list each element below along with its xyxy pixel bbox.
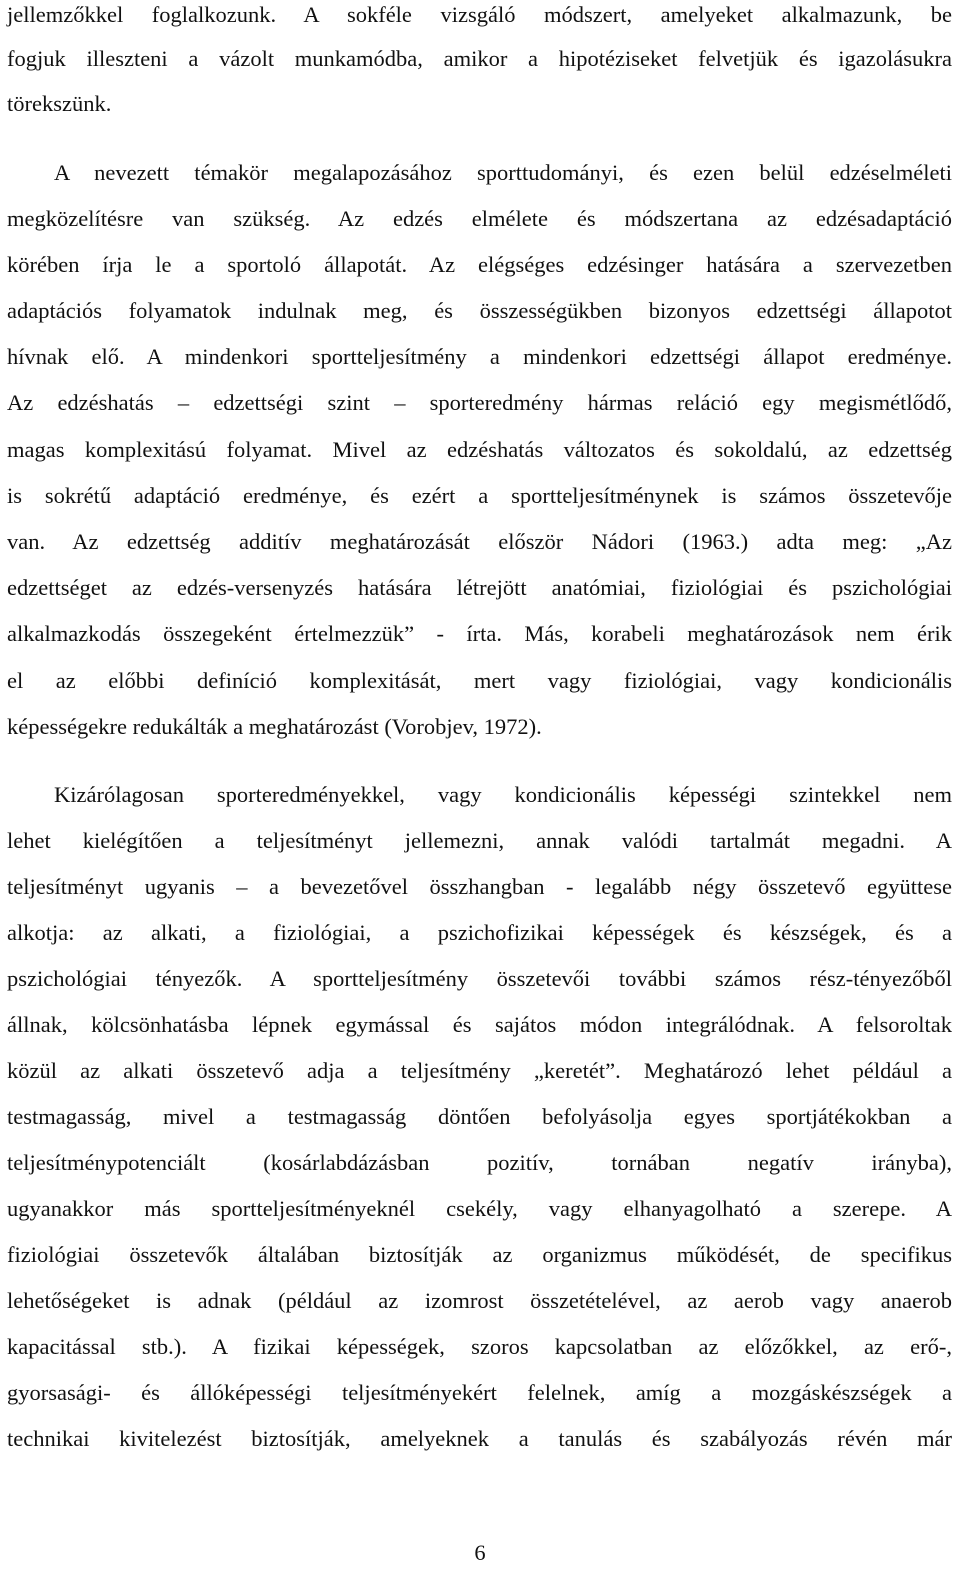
text-line: el az előbbi definíció komplexitását, mert vagy fiziológiai, vagy kondicionális bbox=[7, 668, 952, 693]
text-line: fogjuk illeszteni a vázolt munkamódba, amikor a hipotéziseket felvetjük és igazolásukra bbox=[7, 46, 952, 71]
text-line: teljesítményt ugyanis – a bevezetővel összhangban - legalább négy összetevő együttese bbox=[7, 874, 952, 899]
text-line: állnak, kölcsönhatásba lépnek egymással és sajátos módon integrálódnak. A felsoroltak bbox=[7, 1012, 952, 1037]
text-line: fiziológiai összetevők általában biztosítják az organizmus működését, de specifikus bbox=[7, 1242, 952, 1267]
text-line: edzettséget az edzés-versenyzés hatására létrejött anatómiai, fiziológiai és pszichológiai bbox=[7, 575, 952, 600]
text-line: közül az alkati összetevő adja a teljesítmény „keretét”. Meghatározó lehet például a bbox=[7, 1058, 952, 1083]
text-line: testmagasság, mivel a testmagasság döntően befolyásolja egyes sportjátékokban a bbox=[7, 1104, 952, 1129]
text-line: lehetőségeket is adnak (például az izomrost összetételével, az aerob vagy anaerob bbox=[7, 1288, 952, 1313]
text-line: van. Az edzettség additív meghatározását először Nádori (1963.) adta meg: „Az bbox=[7, 529, 952, 554]
text-line: Az edzéshatás – edzettségi szint – sporteredmény hármas reláció egy megismétlődő, bbox=[7, 390, 952, 415]
text-line: pszichológiai tényezők. A sportteljesítmény összetevői további számos rész-tényezőből bbox=[7, 966, 952, 991]
text-line: alkotja: az alkati, a fiziológiai, a pszichofizikai képességek és készségek, és a bbox=[7, 920, 952, 945]
text-line: lehet kielégítően a teljesítményt jellemezni, annak valódi tartalmát megadni. A bbox=[7, 828, 952, 853]
text-line: magas komplexitású folyamat. Mivel az edzéshatás változatos és sokoldalú, az edzettség bbox=[7, 437, 952, 462]
text-line: kapacitással stb.). A fizikai képességek, szoros kapcsolatban az előzőkkel, az erő-, bbox=[7, 1334, 952, 1359]
text-line: törekszünk. bbox=[7, 91, 112, 116]
text-line: teljesítménypotenciált (kosárlabdázásban pozitív, tornában negatív irányba), bbox=[7, 1150, 952, 1175]
text-line: is sokrétű adaptáció eredménye, és ezért a sportteljesítménynek is számos összetevője bbox=[7, 483, 952, 508]
text-line: képességekre redukálták a meghatározást (Vorobjev, 1972). bbox=[7, 714, 542, 739]
page-number: 6 bbox=[474, 1540, 486, 1565]
text-line: hívnak elő. A mindenkori sportteljesítmény a mindenkori edzettségi állapot eredménye. bbox=[7, 344, 952, 369]
text-line: ugyanakkor más sportteljesítményeknél csekély, vagy elhanyagolható a szerepe. A bbox=[7, 1196, 952, 1221]
text-line: technikai kivitelezést biztosítják, amelyeknek a tanulás és szabályozás révén már bbox=[7, 1426, 952, 1451]
text-line: adaptációs folyamatok indulnak meg, és összességükben bizonyos edzettségi állapotot bbox=[7, 298, 952, 323]
text-line: körében írja le a sportoló állapotát. Az elégséges edzésinger hatására a szervezetben bbox=[7, 252, 952, 277]
text-line: alkalmazkodás összegeként értelmezzük” - írta. Más, korabeli meghatározások nem érik bbox=[7, 621, 952, 646]
text-line: gyorsasági- és állóképességi teljesítményekért felelnek, amíg a mozgáskészségek a bbox=[7, 1380, 952, 1405]
text-line: megközelítésre van szükség. Az edzés elmélete és módszertana az edzésadaptáció bbox=[7, 206, 952, 231]
text-line: jellemzőkkel foglalkozunk. A sokféle vizsgáló módszert, amelyeket alkalmazunk, be bbox=[7, 2, 952, 27]
text-line: A nevezett témakör megalapozásához sporttudományi, és ezen belül edzéselméleti bbox=[54, 160, 952, 185]
text-line: Kizárólagosan sporteredményekkel, vagy kondicionális képességi szintekkel nem bbox=[54, 782, 952, 807]
